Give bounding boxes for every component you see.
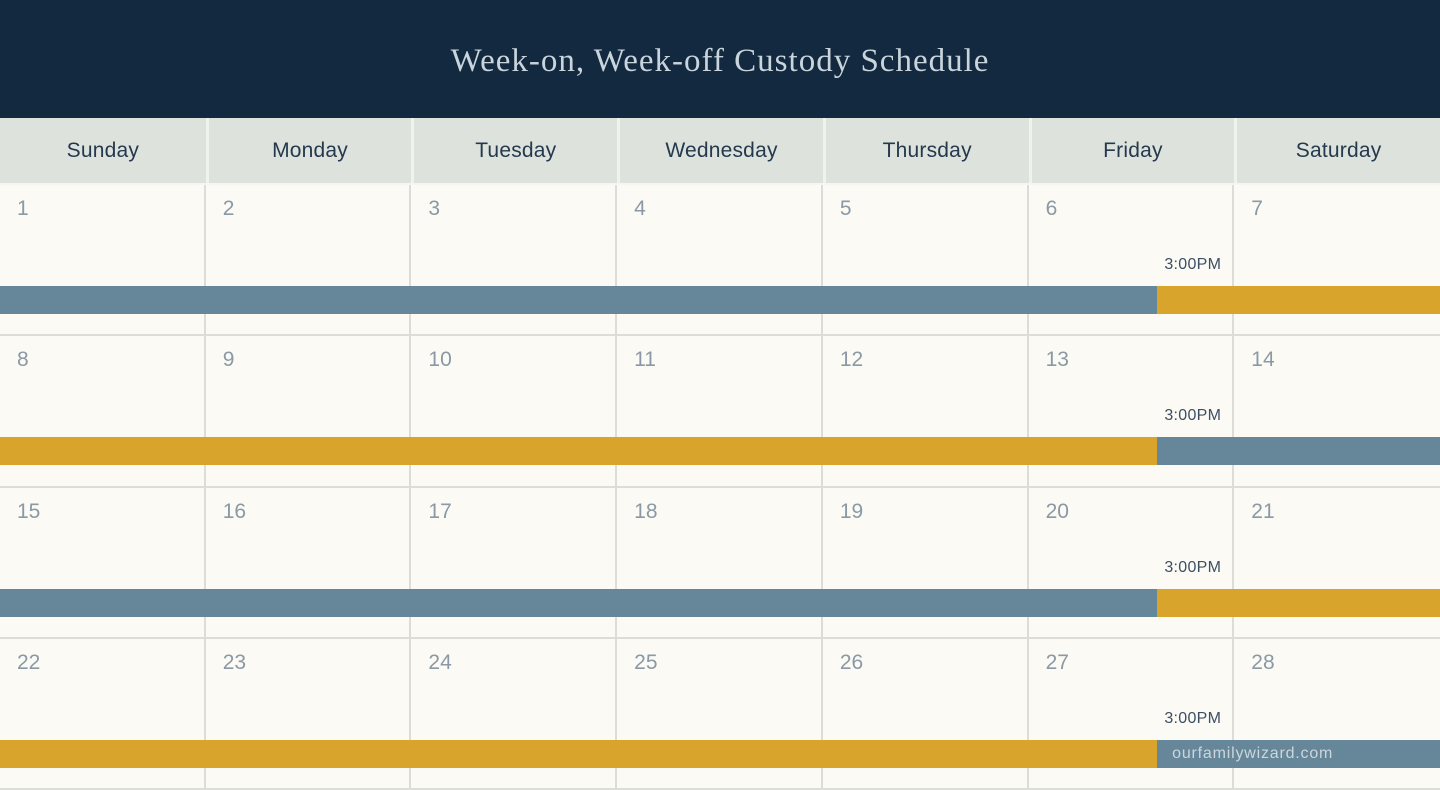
date-number: 16 (222, 499, 247, 523)
date-number: 12 (839, 348, 864, 372)
date-number: 5 (839, 197, 852, 220)
weekday-header-wednesday: Wednesday (617, 118, 823, 183)
date-number: 7 (1251, 197, 1263, 220)
weekday-header-tuesday: Tuesday (411, 118, 617, 183)
date-number: 24 (428, 650, 452, 674)
custody-bar-week-3 (0, 589, 1440, 617)
custody-segment-parent-b (0, 437, 1157, 465)
date-number: 10 (428, 348, 452, 372)
exchange-time-label: 3:00PM (1164, 256, 1222, 273)
date-number: 8 (17, 348, 29, 372)
date-number: 18 (634, 499, 658, 523)
date-number: 28 (1251, 650, 1275, 674)
weekday-header-sunday: Sunday (66, 138, 140, 162)
date-number: 6 (1045, 197, 1058, 220)
calendar-body (0, 185, 1440, 790)
weekday-header-monday: Monday (206, 118, 412, 183)
custody-segment-parent-b (0, 740, 1157, 768)
date-number: 2 (222, 197, 235, 220)
date-number: 9 (222, 348, 235, 372)
custody-segment-parent-a (0, 286, 1157, 314)
custody-segment-parent-a (1157, 740, 1440, 768)
exchange-time-label: 3:00PM (1164, 709, 1222, 727)
watermark-text: ourfamilywizard.com (1172, 744, 1334, 762)
weekday-header-row (0, 118, 1440, 185)
weekday-header-saturday: Saturday (1234, 118, 1440, 183)
date-number: 19 (839, 499, 864, 523)
custody-segment-parent-a (1157, 437, 1440, 465)
exchange-time-label: 3:00PM (1164, 558, 1222, 576)
title-banner (0, 0, 1440, 118)
custody-segment-parent-b (1157, 589, 1440, 617)
date-number: 1 (17, 197, 29, 220)
week-row-1 (0, 185, 1440, 336)
date-number: 21 (1251, 499, 1275, 523)
custody-segment-parent-a (0, 589, 1157, 617)
date-number: 25 (634, 650, 658, 674)
custody-bar-week-4 (0, 740, 1440, 768)
custody-segment-parent-b (1157, 286, 1440, 314)
week-row-4 (0, 639, 1440, 790)
date-number: 23 (222, 650, 247, 674)
weekday-header-friday: Friday (1029, 118, 1235, 183)
date-number: 22 (17, 650, 41, 674)
date-number: 15 (17, 499, 41, 523)
date-number: 11 (634, 348, 656, 372)
week-row-2 (0, 336, 1440, 487)
date-number: 3 (428, 197, 441, 220)
date-number: 14 (1251, 348, 1275, 372)
weekday-header-thursday: Thursday (823, 118, 1029, 183)
date-number: 13 (1045, 348, 1069, 372)
date-number: 20 (1045, 499, 1069, 523)
custody-bar-week-2 (0, 437, 1440, 465)
date-number: 27 (1045, 650, 1069, 674)
custody-bar-week-1 (0, 286, 1440, 314)
date-number: 17 (428, 499, 452, 523)
date-number: 26 (839, 650, 864, 674)
week-row-3 (0, 488, 1440, 639)
page-title: Week-on, Week-off Custody Schedule (450, 42, 990, 79)
date-number: 4 (634, 197, 646, 220)
exchange-time-label: 3:00PM (1164, 407, 1222, 425)
